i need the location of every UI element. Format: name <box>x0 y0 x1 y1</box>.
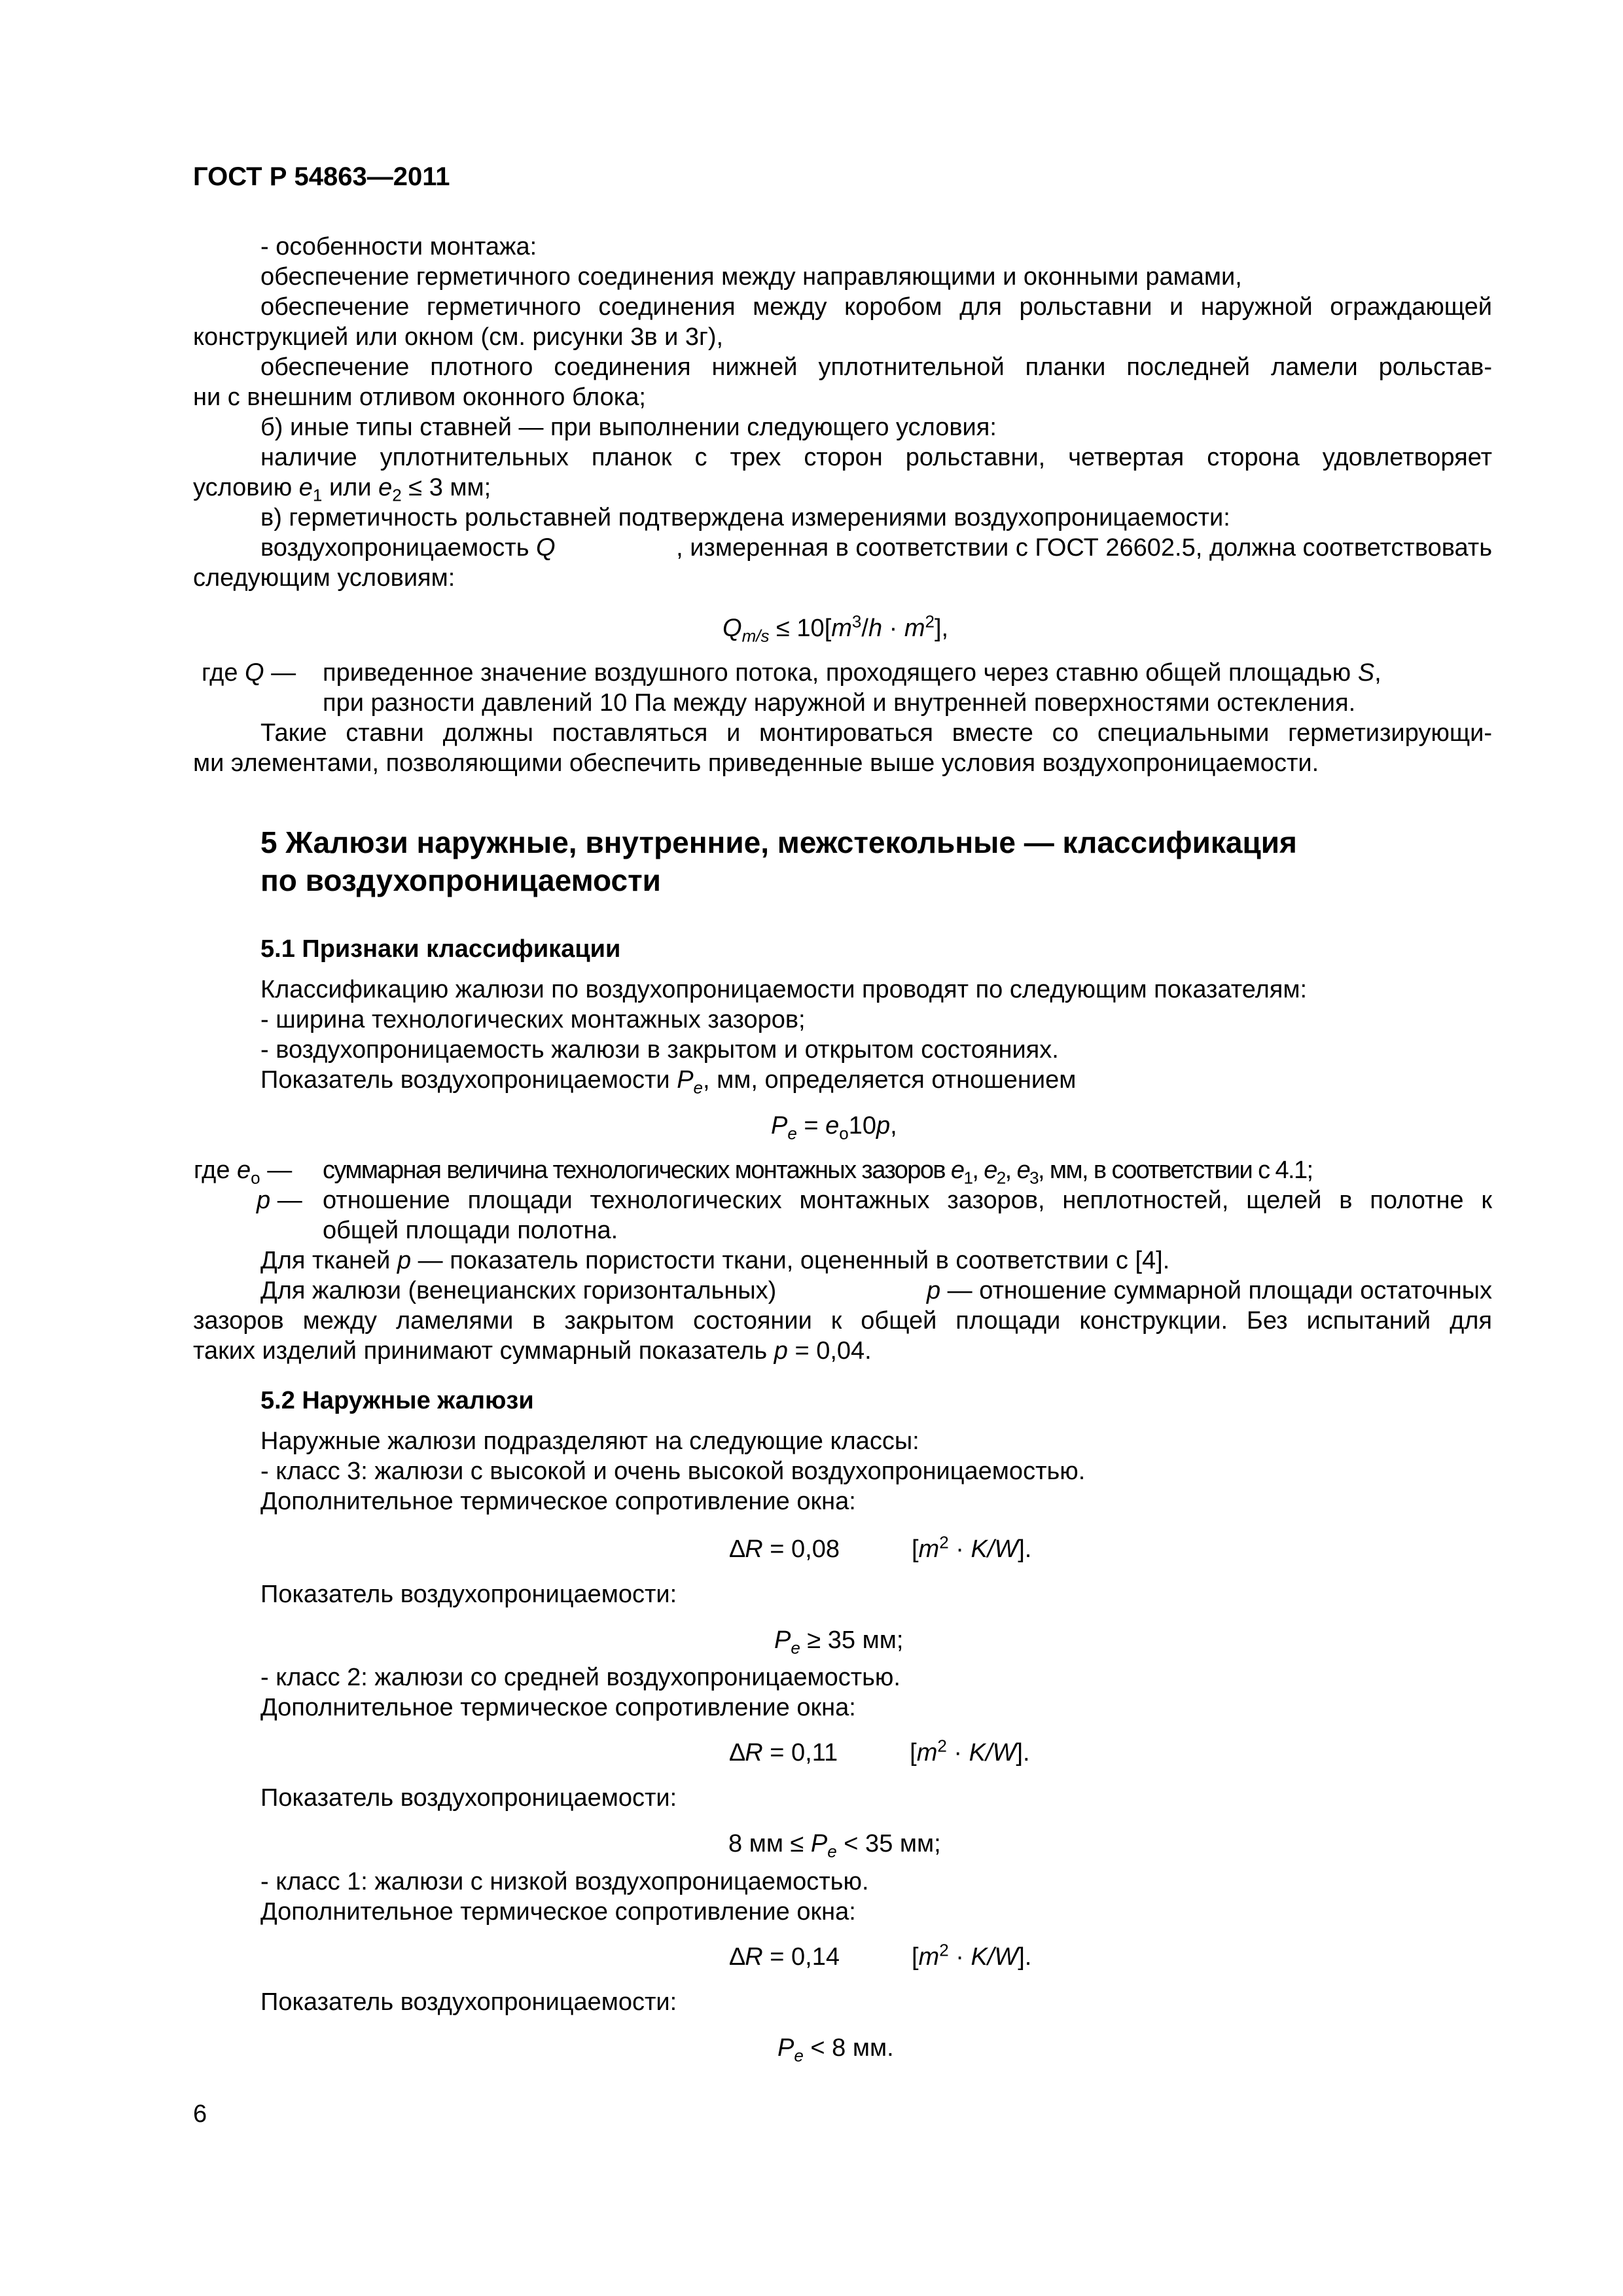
formula-pe-class3: $P_e \ge 35$ мм; <box>774 1626 904 1658</box>
formula-pe-class1: $P_e < 8$ мм. <box>777 2034 894 2066</box>
formula-dr-class2: ∆R = 0,11 $[m^2 \cdot K/W]$. <box>730 1736 1030 1767</box>
text-line: Показатель воздухопроницаемости: <box>260 1581 677 1608</box>
where-definition: при разности давлений 10 Па между наружной и внутренней поверхностями остекления. <box>323 689 1356 717</box>
text-line: - воздухопроницаемость жалюзи в закрытом и открытом состояниях. <box>260 1036 1059 1064</box>
text-line: Такие ставни должны поставляться и монтироваться вместе со специальными герметизирующи- <box>260 719 1492 747</box>
where-term: где Q — <box>202 659 296 687</box>
text-line: Наружные жалюзи подразделяют на следующие классы: <box>260 1427 919 1455</box>
text-line: наличие уплотнительных планок с трех сторон рольставни, четвертая сторона удовлетворяет <box>260 444 1492 471</box>
page-number: 6 <box>193 2100 207 2128</box>
text-line: следующим условиям: <box>193 564 455 592</box>
text-line: обеспечение герметичного соединения между коробом для рольставни и наружной ограждающей <box>260 293 1492 321</box>
text-line: условию $e_1$ или $e_2 \le 3$ мм; <box>193 474 491 505</box>
where-definition: отношение площади технологических монтажных зазоров, неплотностей, щелей в полотне к <box>323 1187 1492 1214</box>
class-2-line: - класс 2: жалюзи со средней воздухопроницаемостью. <box>260 1664 901 1691</box>
text-line: Показатель воздухопроницаемости: <box>260 1988 677 2016</box>
section-title: по воздухопроницаемости <box>260 863 661 897</box>
where-definition: приведенное значение воздушного потока, проходящего через ставню общей площадью S, <box>323 659 1382 687</box>
text-line: зазоров между ламелями в закрытом состоянии к общей площади конструкции. Без испытаний для <box>193 1307 1492 1335</box>
text-line: Для тканей p — показатель пористости ткани, оцененный в соответствии с [4]. <box>260 1247 1170 1274</box>
formula-dr-class1: ∆R = 0,14 $[m^2 \cdot K/W]$. <box>730 1940 1032 1971</box>
text-line: - особенности монтажа: <box>260 233 537 260</box>
text-line: Дополнительное термическое сопротивление окна: <box>260 1694 856 1721</box>
formula-pe: $P_e = e_o10p$, <box>771 1112 897 1143</box>
text-line: таких изделий принимают суммарный показатель p = 0,04. <box>193 1337 872 1365</box>
text-line: конструкцией или окном (см. рисунки 3в и 3г), <box>193 323 724 351</box>
text-line: Классификацию жалюзи по воздухопроницаемости проводят по следующим показателям: <box>260 976 1308 1003</box>
formula-pe-class2: 8 мм ≤ $P_e < 35$ мм; <box>728 1830 941 1861</box>
text-line: Показатель воздухопроницаемости: <box>260 1784 677 1812</box>
text-line: Показатель воздухопроницаемости $P_e$, мм, определяется отношением <box>260 1066 1077 1098</box>
text-line: обеспечение герметичного соединения между направляющими и оконными рамами, <box>260 263 1242 291</box>
text-line: воздухопроницаемость Q , измеренная в соответствии с ГОСТ 26602.5, должна соответствовать <box>260 534 1492 562</box>
text-line: обеспечение плотного соединения нижней уплотнительной планки последней ламели рольстав- <box>260 353 1492 381</box>
text-line: ни с внешним отливом оконного блока; <box>193 384 646 411</box>
formula-dr-class3: ∆R = 0,08 $[m^2 \cdot K/W]$. <box>730 1532 1032 1563</box>
where-definition: суммарная величина технологических монтажных зазоров $e_1$, $e_2$, $e_3$, мм, в соответствии с 4.1; <box>323 1157 1313 1188</box>
text-line: в) герметичность рольставней подтверждена измерениями воздухопроницаемости: <box>260 504 1230 531</box>
section-title: 5 Жалюзи наружные, внутренние, межстекольные — классификация <box>260 825 1297 859</box>
text-line: Дополнительное термическое сопротивление окна: <box>260 1898 856 1926</box>
text-line: - ширина технологических монтажных зазоров; <box>260 1006 806 1033</box>
class-3-line: - класс 3: жалюзи с высокой и очень высокой воздухопроницаемостью. <box>260 1458 1086 1485</box>
class-1-line: - класс 1: жалюзи с низкой воздухопроницаемостью. <box>260 1868 869 1895</box>
text-line: б) иные типы ставней — при выполнении следующего условия: <box>260 414 997 441</box>
document-header: ГОСТ Р 54863—2011 <box>193 162 450 191</box>
formula-airflow: $Q_{m/s} \le 10[m^3/h \cdot m^2]$, <box>722 611 949 646</box>
where-term: p — <box>257 1187 302 1214</box>
subsection-title: 5.2 Наружные жалюзи <box>260 1387 534 1414</box>
subsection-title: 5.1 Признаки классификации <box>260 935 621 963</box>
where-term: где $e_o$ — <box>194 1157 293 1188</box>
text-line: Для жалюзи (венецианских горизонтальных) p — отношение суммарной площади остаточных <box>260 1277 1492 1304</box>
text-line: ми элементами, позволяющими обеспечить приведенные выше условия воздухопроницаемости. <box>193 749 1319 777</box>
text-line: Дополнительное термическое сопротивление окна: <box>260 1488 856 1515</box>
where-definition: общей площади полотна. <box>323 1217 618 1244</box>
